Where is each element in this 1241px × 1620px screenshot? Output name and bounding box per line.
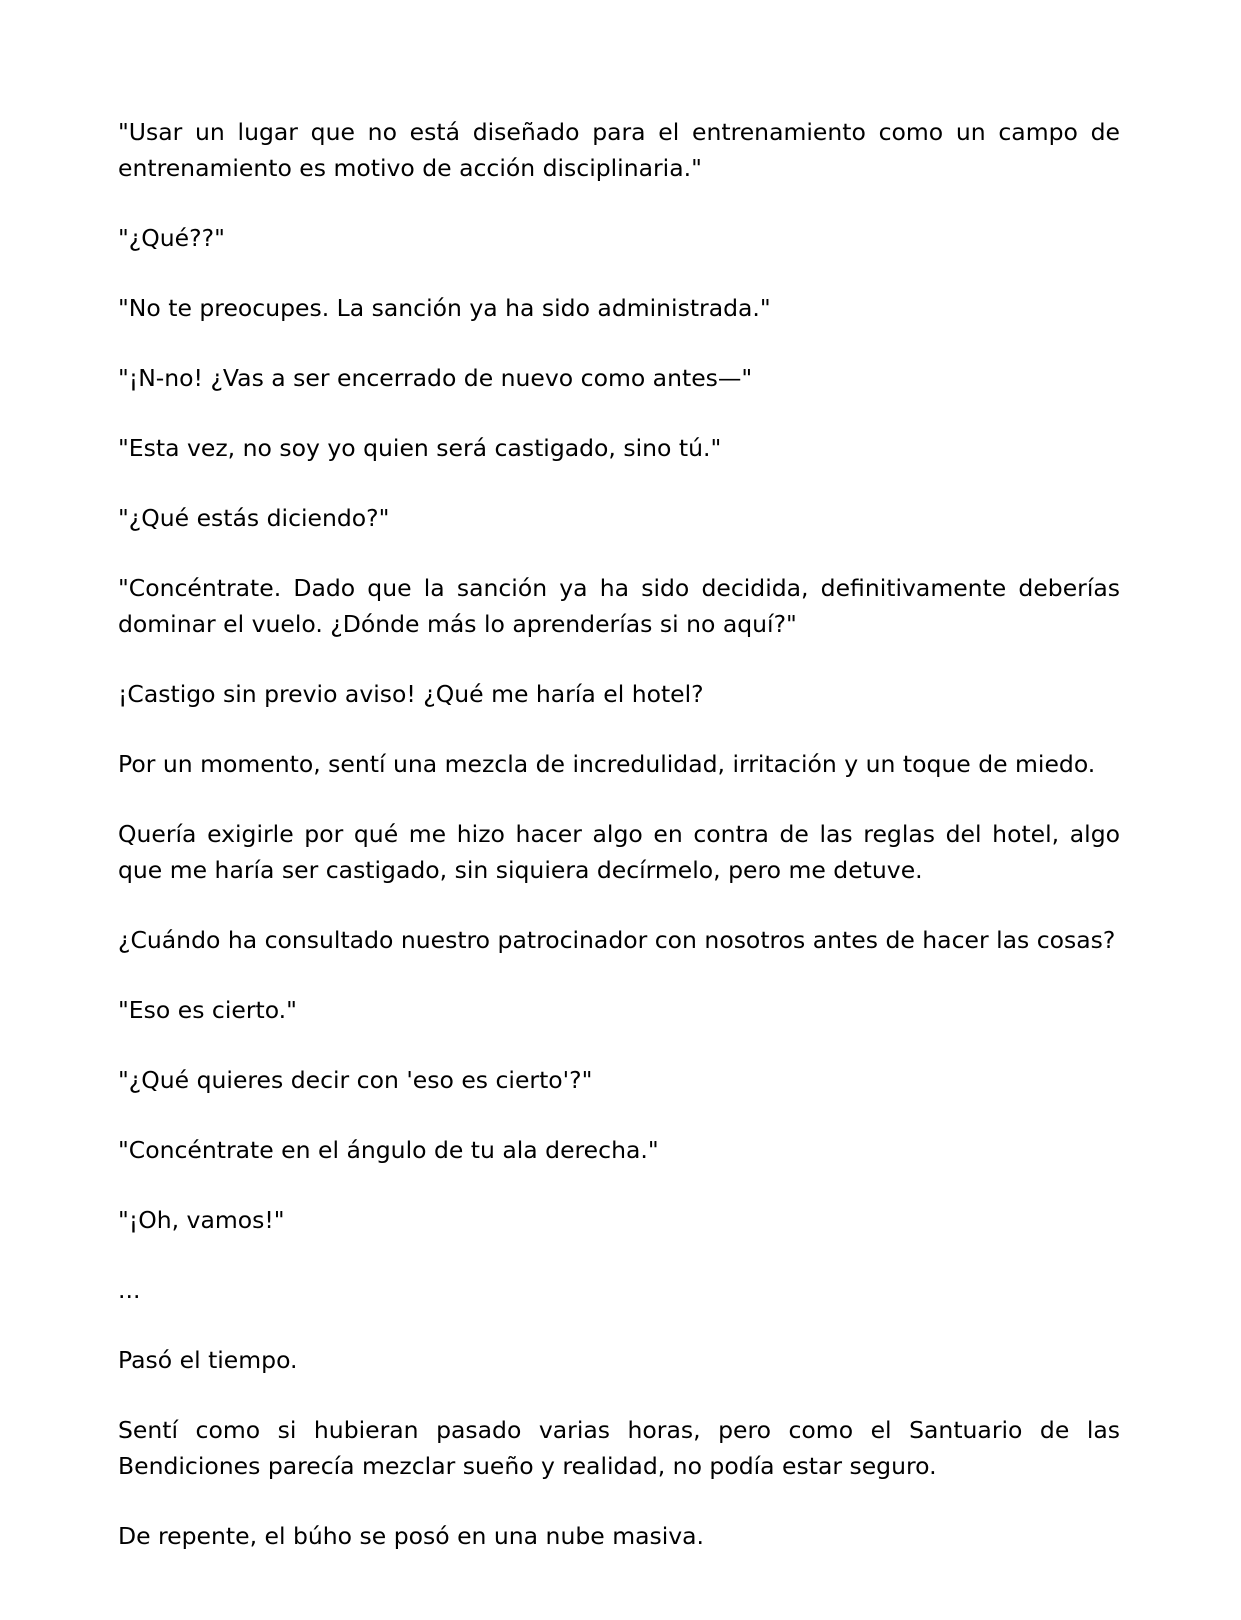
paragraph-12: "Eso es cierto.": [118, 996, 297, 1024]
paragraph-6: "¿Qué estás diciendo?": [118, 504, 390, 532]
paragraph-2: "¿Qué??": [118, 224, 225, 252]
paragraph-3: "No te preocupes. La sanción ya ha sido administrada.": [118, 294, 771, 322]
paragraph-11: ¿Cuándo ha consultado nuestro patrocinador con nosotros antes de hacer las cosas?: [118, 926, 1116, 954]
paragraph-19: De repente, el búho se posó en una nube masiva.: [118, 1522, 705, 1550]
page-text-block: [118, 114, 1120, 1588]
paragraph-7: "Concéntrate. Dado que la sanción ya ha sido decidida, definitivamente deberías dominar el vuelo. ¿Dónde más lo aprenderías si no aquí?": [118, 574, 1120, 638]
paragraph-17: Pasó el tiempo.: [118, 1346, 298, 1374]
paragraph-16: ...: [118, 1276, 141, 1304]
paragraph-9: Por un momento, sentí una mezcla de incredulidad, irritación y un toque de miedo.: [118, 750, 1096, 778]
paragraph-15: "¡Oh, vamos!": [118, 1206, 285, 1234]
paragraph-14: "Concéntrate en el ángulo de tu ala derecha.": [118, 1136, 659, 1164]
paragraph-18: Sentí como si hubieran pasado varias horas, pero como el Santuario de las Bendiciones parecía mezclar sueño y realidad, no podía estar seguro.: [118, 1416, 1120, 1480]
paragraph-13: "¿Qué quieres decir con 'eso es cierto'?": [118, 1066, 593, 1094]
paragraph-8: ¡Castigo sin previo aviso! ¿Qué me haría el hotel?: [118, 680, 704, 708]
paragraph-4: "¡N-no! ¿Vas a ser encerrado de nuevo como antes—": [118, 364, 753, 392]
paragraph-1: "Usar un lugar que no está diseñado para el entrenamiento como un campo de entrenamiento es motivo de acción disciplinaria.": [118, 118, 1120, 182]
paragraph-5: "Esta vez, no soy yo quien será castigado, sino tú.": [118, 434, 722, 462]
paragraph-10: Quería exigirle por qué me hizo hacer algo en contra de las reglas del hotel, algo que me haría ser castigado, sin siquiera decírmelo, pero me detuve.: [118, 820, 1120, 884]
